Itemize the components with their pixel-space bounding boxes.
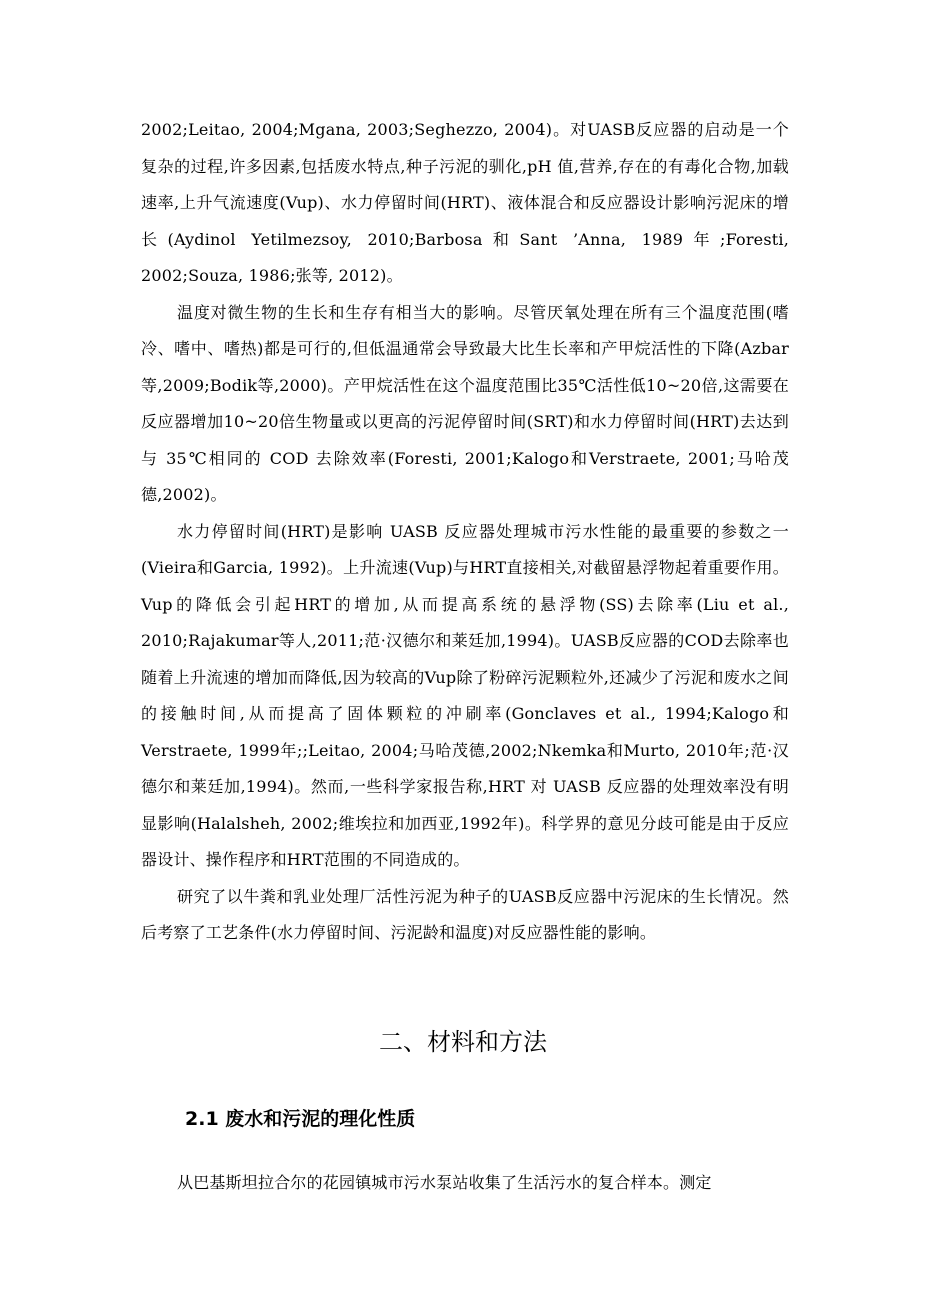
paragraph-temperature: 温度对微生物的生长和生存有相当大的影响。尽管厌氧处理在所有三个温度范围(嗜冷、嗜中、嗜热)都是可行的,但低温通常会导致最大比生长率和产甲烷活性的下降(Azbar等,2009;Bodik等,2000)。产甲烷活性在这个温度范围比35℃活性低10~20倍,这需要在反应器增加10~20倍生物量或以更高的污泥停留时间(SRT)和水力停留时间(HRT)去达到与 35℃相同的 COD 去除效率(Foresti, 2001;Kalogo和Verstraete, 2001;马哈茂德,2002)。	[141, 302, 789, 504]
paragraph-study-aim: 研究了以牛粪和乳业处理厂活性污泥为种子的UASB反应器中污泥床的生长情况。然后考察了工艺条件(水力停留时间、污泥龄和温度)对反应器性能的影响。	[141, 886, 789, 942]
paragraph-hrt: 水力停留时间(HRT)是影响 UASB 反应器处理城市污水性能的最重要的参数之一(Vieira和Garcia, 1992)。上升流速(Vup)与HRT直接相关,对截留悬浮物起着重要作用。Vup的降低会引起HRT的增加,从而提高系统的悬浮物(SS)去除率(Liu et al., 2010;Rajakumar等人,2011;范·汉德尔和莱廷加,1994)。UASB反应器的COD去除率也随着上升流速的增加而降低,因为较高的Vup除了粉碎污泥颗粒外,还减少了污泥和废水之间的接触时间,从而提高了固体颗粒的冲刷率(Gonclaves et al., 1994;Kalogo和Verstraete, 1999年;;Leitao, 2004;马哈茂德,2002;Nkemka和Murto, 2010年;范·汉德尔和莱廷加,1994)。然而,一些科学家报告称,HRT 对 UASB 反应器的处理效率没有明显影响(Halalsheh, 2002;维埃拉和加西亚,1992年)。科学界的意见分歧可能是由于反应器设计、操作程序和HRT范围的不同造成的。	[141, 521, 789, 869]
subsection-heading: 2.1 废水和污泥的理化性质	[185, 1108, 416, 1130]
body-text	[141, 112, 789, 952]
paragraph-continuation: 2002;Leitao, 2004;Mgana, 2003;Seghezzo, 2004)。对UASB反应器的启动是一个复杂的过程,许多因素,包括废水特点,种子污泥的驯化,pH 值,营养,存在的有毒化合物,加载速率,上升气流速度(Vup)、水力停留时间(HRT)、液体混合和反应器设计影响污泥床的增长(Aydinol Yetilmezsoy, 2010;Barbosa和Sant ’Anna, 1989年;Foresti, 2002;Souza, 1986;张等, 2012)。	[141, 120, 789, 285]
paragraph-sampling: 从巴基斯坦拉合尔的花园镇城市污水泵站收集了生活污水的复合样本。测定	[177, 1173, 712, 1192]
section-heading: 二、材料和方法	[379, 1028, 547, 1056]
